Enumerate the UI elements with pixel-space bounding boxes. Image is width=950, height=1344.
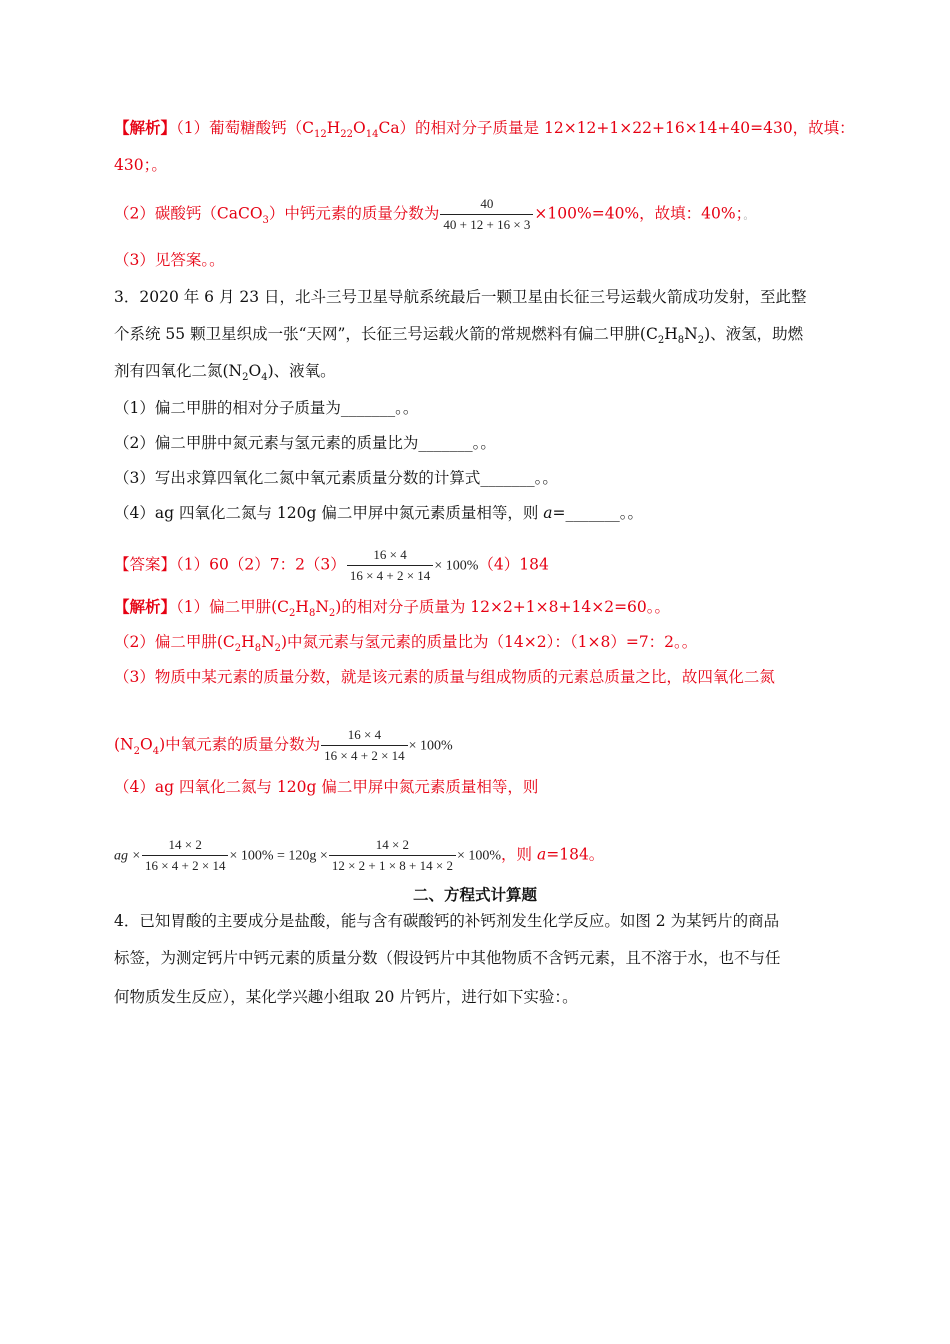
- fraction: $\frac{16 \times 4}{16 \times 4 + 2 \times 14}$: [347, 547, 434, 584]
- q3-stem-line1: 3．2020 年 6 月 23 日，北斗三号卫星导航系统最后一颗卫星由长征三号运载火箭成功发射，至此整: [114, 288, 807, 306]
- section-heading: 二、方程式计算题: [412, 885, 537, 904]
- q3-answer: 【答案】（1）60（2）7：2（3） $\frac{16 \times 4}{16 \times 4 + 2 \times 14}$ × 100%（4）184: [114, 547, 549, 583]
- q3-item-2: （2）偏二甲肼中氮元素与氢元素的质量比为_______。。: [114, 434, 496, 452]
- fraction: $\frac{14 \times 2}{16 \times 4 + 2 \times 14}$: [142, 837, 229, 874]
- q3-item-3: （3）写出求算四氧化二氮中氧元素质量分数的计算式_______。。: [114, 469, 558, 487]
- q2-analysis-line2: （2）碳酸钙（CaCO$_3$）中钙元素的质量分数为 $\frac{40}{40 + 12 + 16 \times 3}$ ×100%=40%，故填：40%；。: [114, 196, 755, 232]
- q3-analysis-line1: 【解析】（1）偏二甲肼$(C_2H_8N_2)$的相对分子质量为 12×2+1×8+14×2=60。。: [114, 597, 671, 619]
- fraction: $\frac{16 \times 4}{16 \times 4 + 2 \times 14}$: [321, 727, 408, 764]
- q3-analysis-line3b: $(N_2O_4)$中氧元素的质量分数为 $\frac{16 \times 4}{16 \times 4 + 2 \times 14}$ × 100%: [114, 727, 453, 763]
- q3-analysis-line2: （2）偏二甲肼$(C_2H_8N_2)$中氮元素与氢元素的质量比为（14×2）：（1×8）=7：2。。: [114, 633, 698, 654]
- fraction: $\frac{40}{40 + 12 + 16 \times 3}$: [440, 196, 533, 233]
- q3-item-4: （4）ag 四氧化二氮与 120g 偏二甲屏中氮元素质量相等，则 a=_______。。: [114, 504, 643, 522]
- q4-stem-line2: 标签，为测定钙片中钙元素的质量分数（假设钙片中其他物质不含钙元素，且不溶于水，也不与任: [114, 949, 781, 967]
- q3-analysis-line4: （4）ag 四氧化二氮与 120g 偏二甲屏中氮元素质量相等，则: [114, 778, 539, 796]
- q3-analysis-line3: （3）物质中某元素的质量分数，就是该元素的质量与组成物质的元素总质量之比，故四氧化二氮: [114, 668, 775, 686]
- q3-item-1: （1）偏二甲肼的相对分子质量为_______。。: [114, 399, 419, 417]
- q4-stem-line1: 4．已知胃酸的主要成分是盐酸，能与含有碳酸钙的补钙剂发生化学反应。如图 2 为某钙片的商品: [114, 912, 780, 930]
- q3-stem-line3: 剂有四氧化二氮$(N_2O_4)$、液氧。: [114, 362, 336, 383]
- q2-analysis-line1: 【解析】（1）葡萄糖酸钙$(C_{12}H_{22}O_{14}Ca)$的相对分子质量是 12×12+1×22+16×14+40=430，故填：: [114, 118, 855, 140]
- analysis-tag: 【解析】: [114, 597, 177, 616]
- q2-analysis-line3: （3）见答案。。: [114, 251, 225, 269]
- analysis-tag: 【解析】: [114, 118, 177, 137]
- answer-tag: 【答案】: [114, 555, 177, 574]
- q3-analysis-line4b: ag × $\frac{14 \times 2}{16 \times 4 + 2 \times 14}$ × 100% = 120g × $\frac{14 \times 2}{12 \times 2 + 1 \times 8 + 14 \times 2}$ × 100%，则 a=184。: [114, 837, 605, 873]
- q4-stem-line3: 何物质发生反应），某化学兴趣小组取 20 片钙片，进行如下实验：。: [114, 988, 578, 1006]
- q3-stem-line2: 个系统 55 颗卫星织成一张“天网”，长征三号运载火箭的常规燃料有偏二甲肼$(C_2H_8N_2)$、液氢，助燃: [114, 325, 804, 346]
- fraction: $\frac{14 \times 2}{12 \times 2 + 1 \times 8 + 14 \times 2}$: [329, 837, 456, 874]
- q2-analysis-line1b: 430；。: [114, 156, 167, 174]
